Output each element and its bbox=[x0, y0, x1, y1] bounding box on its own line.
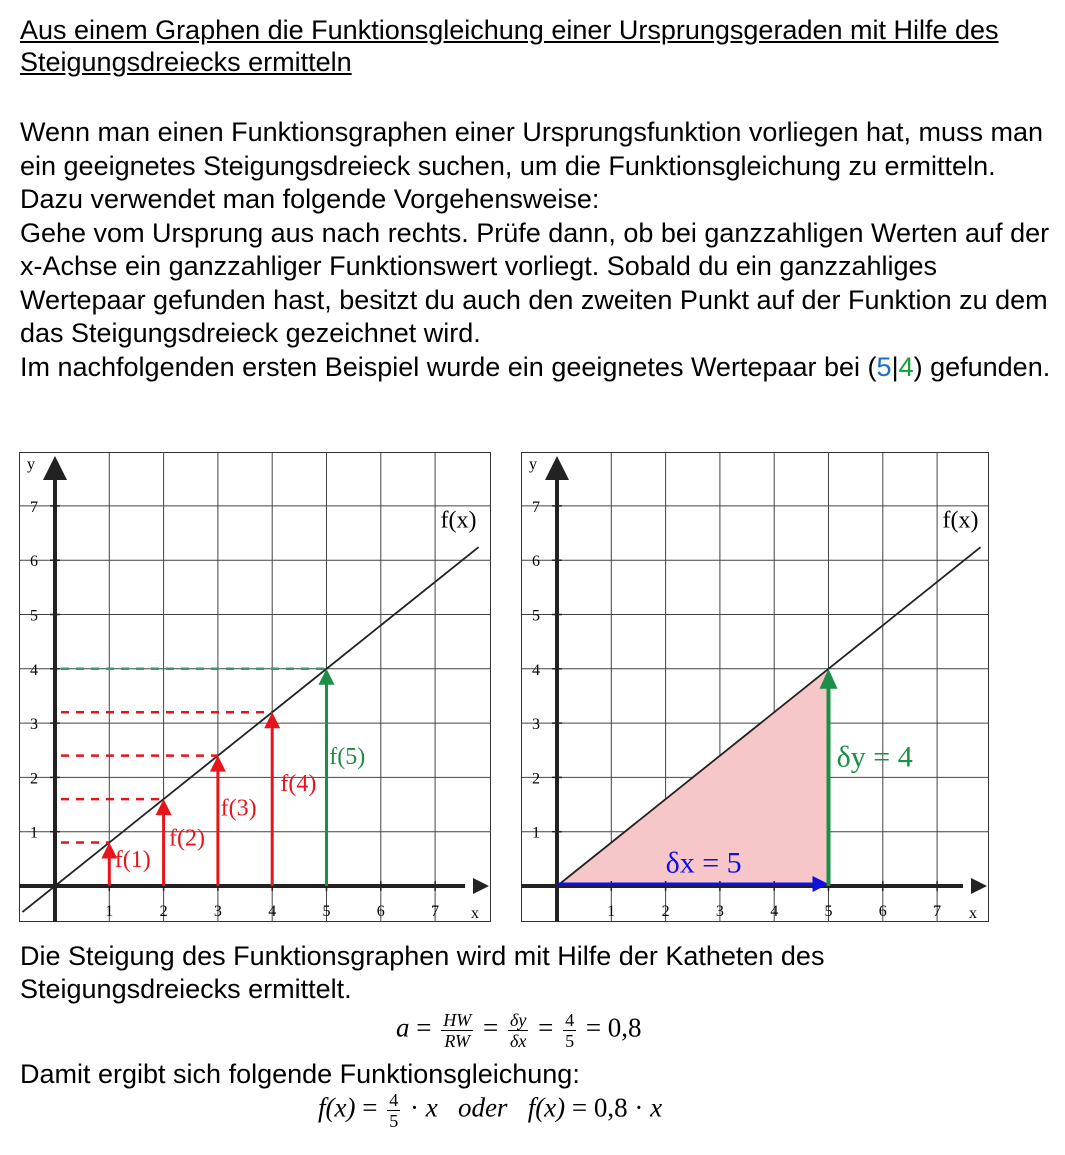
eq2-oder: oder bbox=[457, 1092, 508, 1123]
eq-result: 0,8 bbox=[607, 1012, 642, 1043]
x-tick-label: 6 bbox=[376, 903, 385, 920]
fraction-dy-dx bbox=[508, 1010, 528, 1051]
x-tick-label: 7 bbox=[933, 903, 942, 920]
eq2-frac-4: 4 bbox=[389, 1090, 399, 1110]
x-tick-label: 3 bbox=[213, 903, 222, 920]
function-value-label: f(2) bbox=[169, 825, 206, 852]
graph-left-svg bbox=[19, 452, 491, 922]
y-tick-label: 7 bbox=[532, 498, 540, 516]
eq-equals-2: = bbox=[482, 1012, 499, 1043]
conclusion-text: Damit ergibt sich folgende Funktionsgleichung: bbox=[20, 1059, 580, 1089]
eq2-lhs-1: f(x) bbox=[318, 1092, 356, 1123]
function-equation bbox=[318, 1090, 662, 1131]
eq-a: a bbox=[396, 1012, 410, 1043]
function-value-label: f(1) bbox=[114, 846, 151, 873]
x-tick-label: 1 bbox=[105, 903, 114, 920]
y-tick-label: 4 bbox=[532, 661, 540, 679]
y-tick-label: 2 bbox=[532, 770, 540, 788]
intro-paragraph-3-prefix: Im nachfolgenden ersten Beispiel wurde ein geeignetes Wertepaar bei ( bbox=[20, 351, 877, 382]
eq-equals-3: = bbox=[538, 1012, 554, 1043]
frac-dy: δy bbox=[509, 1010, 527, 1030]
function-value-label: f(5) bbox=[329, 743, 366, 770]
page-title: Aus einem Graphen die Funktionsgleichung einer Ursprungsgeraden mit Hilfe des Steigungsdreiecks ermitteln bbox=[20, 15, 999, 77]
x-axis-label: x bbox=[969, 905, 977, 922]
eq2-var-2: x bbox=[650, 1092, 663, 1123]
x-tick-label: 2 bbox=[159, 903, 168, 920]
intro-paragraph-2: Gehe vom Ursprung aus nach rechts. Prüfe dann, ob bei ganzzahligen Werten auf der x-Achse ein ganzzahliger Funktionswert vorliegt. Sobald du ein ganzzahliges Wertepaar gefunden hast, besitzt du auch den zweiten Punkt auf der Funktion zu dem das Steigungsdreieck gezeichnet wird. bbox=[20, 217, 1050, 348]
graph-slope-triangle bbox=[521, 452, 993, 922]
function-value-label: f(4) bbox=[280, 770, 317, 797]
frac-hw: HW bbox=[443, 1010, 472, 1030]
delta-x-label: δx = 5 bbox=[665, 846, 742, 880]
pair-x-value: 5 bbox=[876, 351, 892, 382]
x-tick-label: 4 bbox=[268, 903, 277, 920]
x-tick-label: 2 bbox=[661, 903, 670, 920]
eq-equals-4: = bbox=[585, 1012, 602, 1043]
x-tick-label: 3 bbox=[715, 903, 724, 920]
eq2-var-1: x bbox=[425, 1092, 438, 1123]
frac-4: 4 bbox=[565, 1010, 575, 1030]
function-label: f(x) bbox=[942, 507, 979, 534]
intro-paragraph-3-suffix: ) gefunden. bbox=[913, 351, 1051, 382]
eq-equals-1: = bbox=[416, 1012, 432, 1043]
y-tick-label: 1 bbox=[532, 824, 540, 842]
x-tick-label: 1 bbox=[607, 903, 616, 920]
explanation-text: Die Steigung des Funktionsgraphen wird mit Hilfe der Katheten des Steigungsdreiecks ermittelt. bbox=[20, 941, 825, 1004]
eq2-value: 0,8 bbox=[593, 1092, 628, 1123]
y-tick-label: 5 bbox=[532, 607, 540, 625]
eq2-dot-2: · bbox=[634, 1092, 644, 1123]
y-tick-label: 5 bbox=[30, 607, 38, 625]
y-axis-label: y bbox=[27, 456, 35, 473]
x-tick-label: 7 bbox=[431, 903, 440, 920]
y-tick-label: 6 bbox=[30, 553, 38, 571]
y-axis-label: y bbox=[529, 456, 537, 473]
fraction-4-5-eq2 bbox=[387, 1090, 400, 1131]
intro-text bbox=[20, 116, 1060, 384]
frac-rw: RW bbox=[444, 1031, 471, 1051]
y-tick-label: 1 bbox=[30, 824, 38, 842]
y-tick-label: 3 bbox=[30, 716, 38, 734]
pair-separator: | bbox=[891, 351, 899, 382]
y-tick-label: 4 bbox=[30, 661, 38, 679]
eq2-dot-1: · bbox=[409, 1092, 419, 1123]
fraction-hw-rw bbox=[441, 1010, 473, 1051]
eq2-equals-1: = bbox=[362, 1092, 378, 1123]
frac-5: 5 bbox=[565, 1031, 575, 1051]
pair-y-value: 4 bbox=[898, 351, 914, 382]
eq2-equals-2: = bbox=[571, 1092, 588, 1123]
x-tick-label: 5 bbox=[824, 903, 833, 920]
y-tick-label: 7 bbox=[30, 498, 38, 516]
delta-y-label: δy = 4 bbox=[836, 740, 913, 774]
function-label: f(x) bbox=[440, 507, 477, 534]
x-tick-label: 6 bbox=[878, 903, 887, 920]
y-tick-label: 3 bbox=[532, 716, 540, 734]
fraction-4-5 bbox=[563, 1010, 576, 1051]
x-tick-label: 5 bbox=[322, 903, 331, 920]
x-tick-label: 4 bbox=[770, 903, 779, 920]
eq2-lhs-2: f(x) bbox=[527, 1092, 566, 1123]
eq2-frac-5: 5 bbox=[389, 1111, 399, 1131]
intro-paragraph-1: Wenn man einen Funktionsgraphen einer Ursprungsfunktion vorliegen hat, muss man ein geeignetes Steigungsdreieck suchen, um die Funktionsgleichung zu ermitteln. Dazu verwendet man folgende Vorgehensweise: bbox=[20, 117, 1044, 214]
x-axis-label: x bbox=[471, 905, 479, 922]
y-tick-label: 6 bbox=[532, 553, 540, 571]
graph-right-svg bbox=[521, 452, 989, 922]
slope-equation bbox=[396, 1010, 642, 1051]
y-tick-label: 2 bbox=[30, 770, 38, 788]
function-value-label: f(3) bbox=[220, 795, 257, 822]
graph-frame bbox=[20, 453, 491, 922]
graph-function-values bbox=[19, 452, 491, 922]
frac-dx: δx bbox=[509, 1031, 527, 1051]
